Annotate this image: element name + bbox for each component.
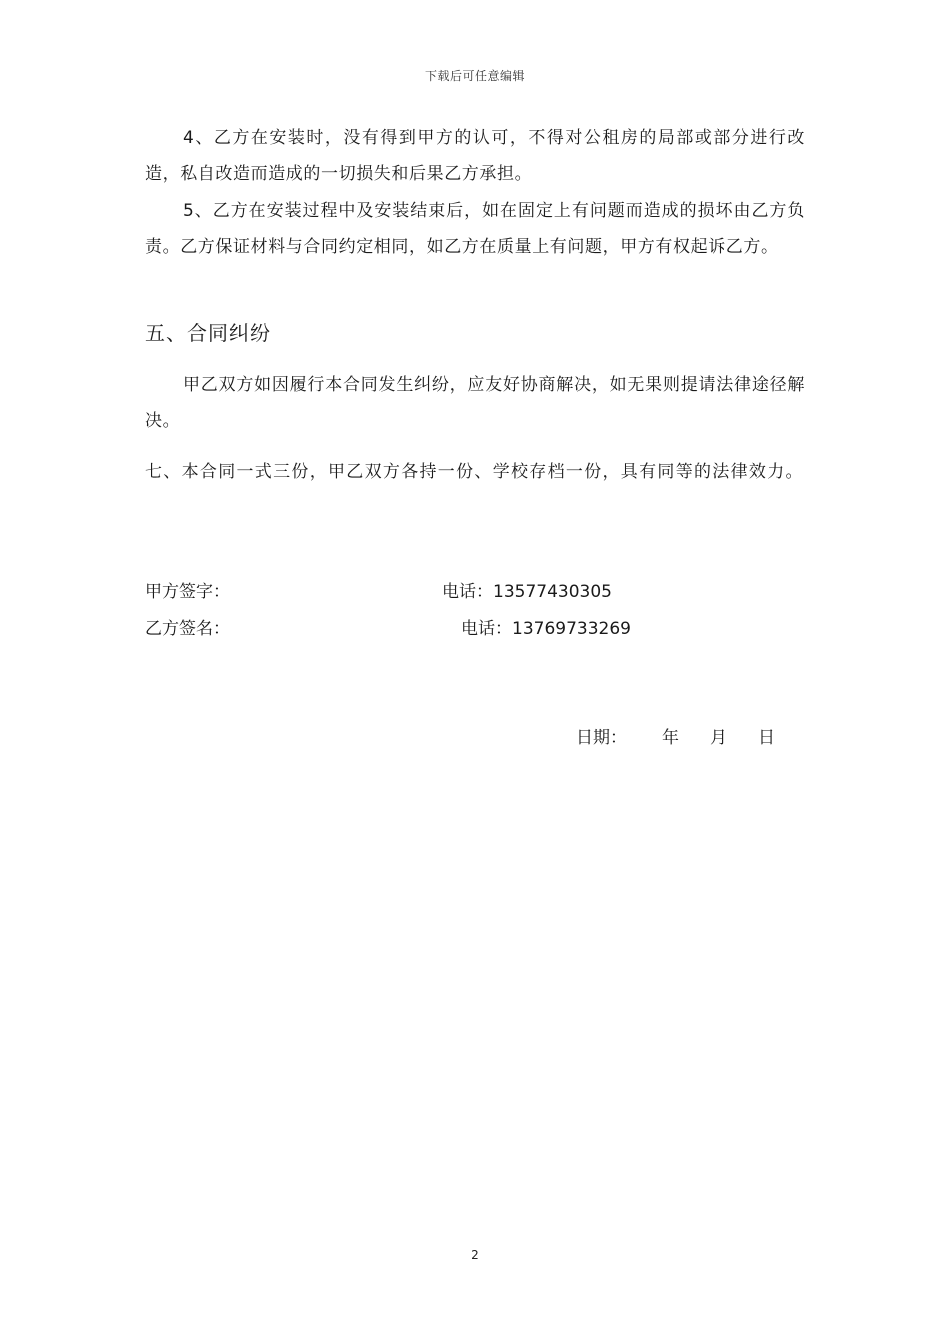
date-month: 月 [710,728,727,748]
clause-5-paragraph: 5、乙方在安装过程中及安装结束后，如在固定上有问题而造成的损坏由乙方负责。乙方保证材料与合同约定相同，如乙方在质量上有问题，甲方有权起诉乙方。 [145,201,805,257]
party-b-signature-label: 乙方签名： [145,619,230,639]
section-7-paragraph: 七、本合同一式三份，甲乙双方各持一份、学校存档一份，具有同等的法律效力。 [145,462,804,482]
party-a-phone: 电话：13577430305 [442,582,612,602]
section-5-paragraph: 甲乙双方如因履行本合同发生纠纷，应友好协商解决，如无果则提请法律途径解决。 [145,375,805,431]
page-number: 2 [471,1248,479,1262]
date-year: 年 [662,728,679,748]
section-5-heading: 五、合同纠纷 [145,321,271,345]
party-a-signature-label: 甲方签字： [145,582,230,602]
clause-4-paragraph: 4、乙方在安装时，没有得到甲方的认可，不得对公租房的局部或部分进行改造，私自改造而造成的一切损失和后果乙方承担。 [145,128,805,184]
date-label: 日期： [576,728,627,748]
date-day: 日 [758,728,775,748]
header-note: 下载后可任意编辑 [424,69,525,83]
party-b-phone: 电话：13769733269 [461,619,631,639]
